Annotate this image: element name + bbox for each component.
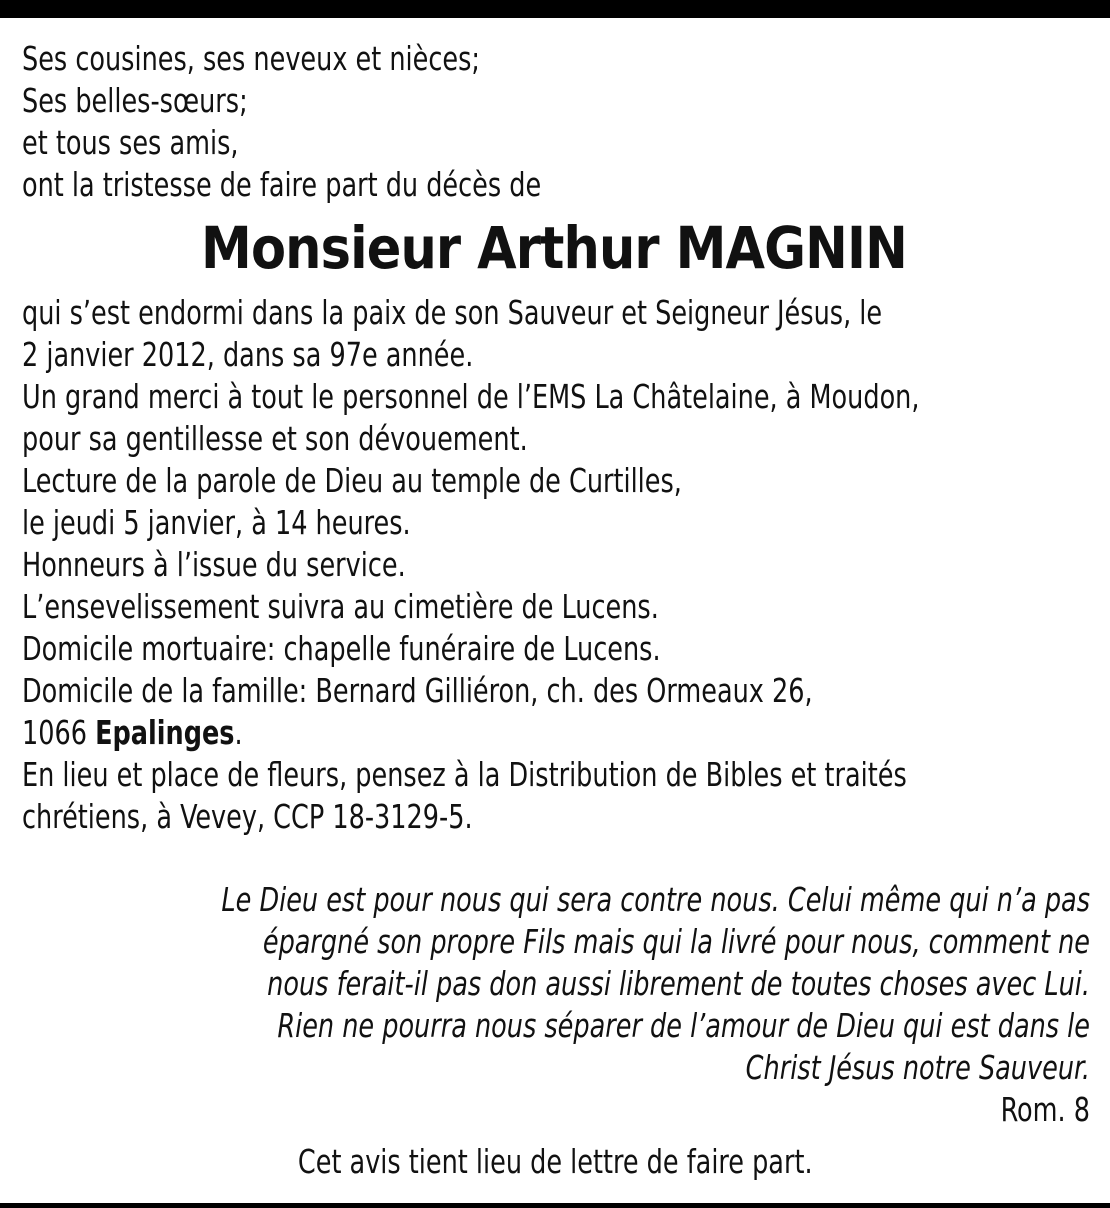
body-line: qui s’est endormi dans la paix de son Sauveur et Seigneur Jésus, le <box>22 293 883 332</box>
quote-line: nous ferait-il pas don aussi librement de toutes choses avec Lui. <box>267 964 1090 1003</box>
body-line: Honneurs à l’issue du service. <box>22 545 406 584</box>
city-name: Epalinges <box>95 713 235 752</box>
body-line: pour sa gentillesse et son dévouement. <box>22 419 528 458</box>
quote-line: Le Dieu est pour nous qui sera contre nous. Celui même qui n’a pas <box>221 880 1090 919</box>
quote-reference: Rom. 8 <box>1000 1090 1090 1129</box>
body-line: En lieu et place de fleurs, pensez à la Distribution de Bibles et traités <box>22 755 907 794</box>
bottom-border-rule <box>0 1203 1110 1208</box>
top-border-rule <box>0 0 1110 18</box>
body-line: Lecture de la parole de Dieu au temple de Curtilles, <box>22 461 682 500</box>
body-line: le jeudi 5 janvier, à 14 heures. <box>22 503 411 542</box>
body-line: L’ensevelissement suivra au cimetière de Lucens. <box>22 587 659 626</box>
body-line: Domicile mortuaire: chapelle funéraire de Lucens. <box>22 629 661 668</box>
quote-line: Christ Jésus notre Sauveur. <box>745 1048 1090 1087</box>
intro-line: ont la tristesse de faire part du décès de <box>22 165 542 204</box>
quote-line: Rien ne pourra nous séparer de l’amour de Dieu qui est dans le <box>277 1006 1090 1045</box>
postal-code: 1066 <box>22 713 96 752</box>
intro-line: et tous ses amis, <box>22 123 239 162</box>
family-address-line <box>22 712 937 754</box>
footer-text: Cet avis tient lieu de lettre de faire part. <box>297 1142 813 1181</box>
intro-line: Ses belles-sœurs; <box>22 81 248 120</box>
bible-quote <box>22 879 1090 1131</box>
footer-note <box>0 1141 1110 1183</box>
body-line: Un grand merci à tout le personnel de l’EMS La Châtelaine, à Moudon, <box>22 377 920 416</box>
intro-line: Ses cousines, ses neveux et nièces; <box>22 39 481 78</box>
quote-line: épargné son propre Fils mais qui la livré pour nous, comment ne <box>262 922 1091 961</box>
body-line: Domicile de la famille: Bernard Gilliéron, ch. des Ormeaux 26, <box>22 671 813 710</box>
body-line: chrétiens, à Vevey, CCP 18-3129-5. <box>22 797 473 836</box>
period: . <box>234 713 243 752</box>
body-line: 2 janvier 2012, dans sa 97e année. <box>22 335 474 374</box>
deceased-name-heading: Monsieur Arthur MAGNIN <box>201 214 907 282</box>
announcement-body <box>22 38 1086 838</box>
